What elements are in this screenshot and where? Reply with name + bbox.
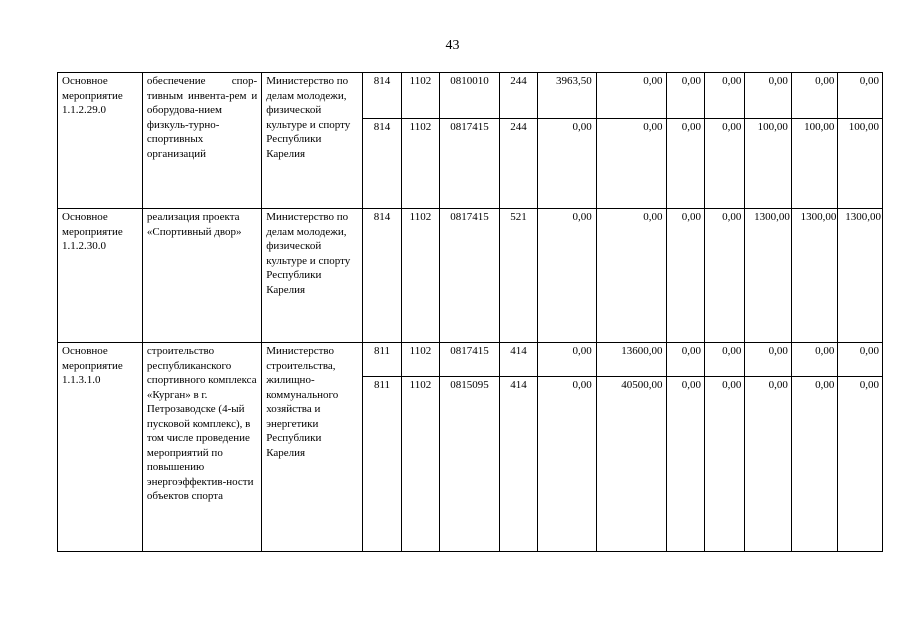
value-cell: 0,00 (838, 377, 883, 552)
grbs-cell: 814 (363, 118, 401, 208)
executor-cell: Министерство по делам молодежи, физической культуре и спорту Республики Карелия (262, 73, 363, 209)
table-row (58, 343, 883, 377)
value-cell: 0,00 (538, 343, 597, 377)
value-cell: 100,00 (838, 118, 883, 208)
value-cell: 0,00 (596, 73, 666, 119)
value-cell: 0,00 (745, 73, 792, 119)
value-cell: 0,00 (791, 377, 838, 552)
value-cell: 0,00 (538, 209, 597, 343)
section-cell: 1102 (401, 118, 439, 208)
value-cell: 0,00 (838, 73, 883, 119)
target-article-cell: 0815095 (440, 377, 500, 552)
value-cell: 0,00 (666, 73, 704, 119)
value-cell: 0,00 (666, 343, 704, 377)
measure-name-cell: строительство республиканского спортивного комплекса «Курган» в г. Петрозаводске (4-ый пусковой комплекс), в том числе проведение мероприятий по повышению энергоэффектив-ности объектов спорта (142, 343, 261, 552)
measure-name-cell: реализация проекта «Спортивный двор» (142, 209, 261, 343)
expense-type-cell: 521 (499, 209, 537, 343)
target-article-cell: 0817415 (440, 343, 500, 377)
value-cell: 0,00 (791, 73, 838, 119)
value-cell: 100,00 (791, 118, 838, 208)
table-row (58, 209, 883, 343)
value-cell: 0,00 (704, 209, 744, 343)
target-article-cell: 0817415 (440, 118, 500, 208)
value-cell: 1300,00 (745, 209, 792, 343)
expense-type-cell: 414 (499, 377, 537, 552)
value-cell: 0,00 (596, 118, 666, 208)
value-cell: 3963,50 (538, 73, 597, 119)
value-cell: 40500,00 (596, 377, 666, 552)
expense-type-cell: 244 (499, 73, 537, 119)
grbs-cell: 814 (363, 73, 401, 119)
expense-type-cell: 414 (499, 343, 537, 377)
grbs-cell: 811 (363, 343, 401, 377)
table-row (58, 73, 883, 119)
value-cell: 0,00 (791, 343, 838, 377)
executor-cell: Министерство по делам молодежи, физической культуре и спорту Республики Карелия (262, 209, 363, 343)
grbs-cell: 814 (363, 209, 401, 343)
section-cell: 1102 (401, 209, 439, 343)
value-cell: 0,00 (666, 118, 704, 208)
value-cell: 0,00 (704, 73, 744, 119)
value-cell: 0,00 (596, 209, 666, 343)
value-cell: 1300,00 (791, 209, 838, 343)
expense-type-cell: 244 (499, 118, 537, 208)
grbs-cell: 811 (363, 377, 401, 552)
value-cell: 0,00 (704, 343, 744, 377)
page-number: 43 (445, 38, 460, 53)
section-cell: 1102 (401, 377, 439, 552)
value-cell: 0,00 (538, 377, 597, 552)
program-funding-table (57, 72, 883, 552)
value-cell: 0,00 (704, 118, 744, 208)
executor-cell: Министерство строительства, жилищно-коммунального хозяйства и энергетики Республики Карелия (262, 343, 363, 552)
target-article-cell: 0810010 (440, 73, 500, 119)
measure-cell: Основное мероприятие 1.1.2.30.0 (58, 209, 143, 343)
measure-cell: Основное мероприятие 1.1.2.29.0 (58, 73, 143, 209)
value-cell: 0,00 (666, 377, 704, 552)
section-cell: 1102 (401, 343, 439, 377)
value-cell: 100,00 (745, 118, 792, 208)
value-cell: 13600,00 (596, 343, 666, 377)
value-cell: 0,00 (838, 343, 883, 377)
target-article-cell: 0817415 (440, 209, 500, 343)
value-cell: 0,00 (745, 343, 792, 377)
section-cell: 1102 (401, 73, 439, 119)
value-cell: 1300,00 (838, 209, 883, 343)
value-cell: 0,00 (704, 377, 744, 552)
measure-cell: Основное мероприятие 1.1.3.1.0 (58, 343, 143, 552)
value-cell: 0,00 (666, 209, 704, 343)
value-cell: 0,00 (745, 377, 792, 552)
value-cell: 0,00 (538, 118, 597, 208)
measure-name-cell: обеспечение спор-тивным инвента-рем и оборудова-нием физкуль-турно-спортивных организаций (142, 73, 261, 209)
